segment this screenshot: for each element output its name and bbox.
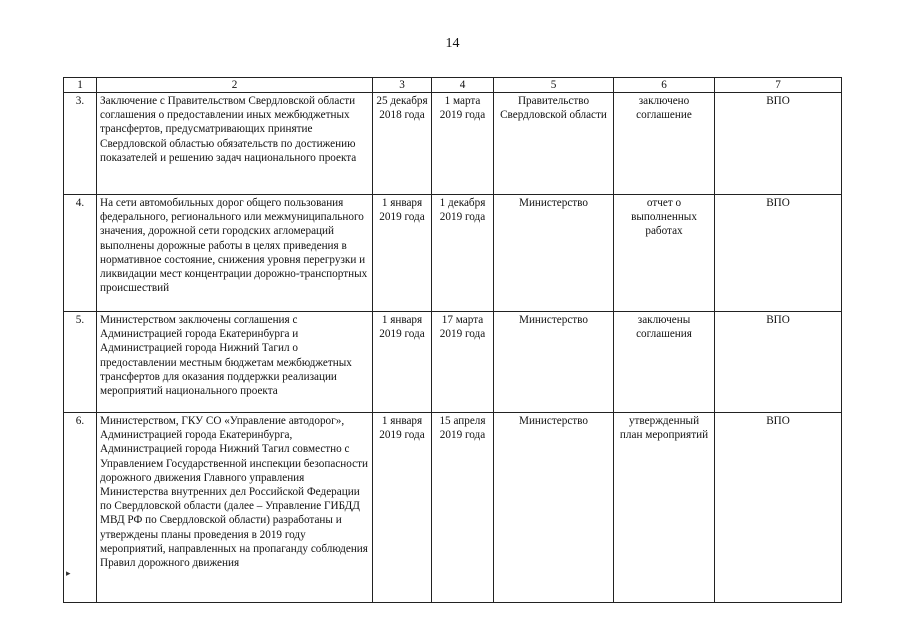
control-level: ВПО: [715, 195, 842, 312]
start-date: 1 января 2019 года: [373, 312, 432, 413]
responsible: Правительство Свердловской области: [494, 93, 614, 195]
column-number-row: [64, 78, 842, 93]
responsible: Министерство: [494, 195, 614, 312]
column-number: 1: [64, 78, 97, 93]
result-document: заключены соглашения: [614, 312, 715, 413]
result-document: отчет о выполненных работах: [614, 195, 715, 312]
result-document: утвержденный план мероприятий: [614, 413, 715, 603]
scan-speck: ▸: [66, 568, 71, 578]
row-number: 5.: [64, 312, 97, 413]
end-date: 17 марта 2019 года: [432, 312, 494, 413]
table-row: [64, 312, 842, 413]
result-document: заключено соглашение: [614, 93, 715, 195]
column-number: 5: [494, 78, 614, 93]
table-row: [64, 413, 842, 603]
control-level: ВПО: [715, 93, 842, 195]
table-row: [64, 93, 842, 195]
event-description: Министерством заключены соглашения с Администрацией города Екатеринбурга и Администрацией города Нижний Тагил о предоставлении местным бюджетам межбюджетных трансфертов для оказания поддержки реализации мероприятий национального проекта: [97, 312, 373, 413]
end-date: 1 марта 2019 года: [432, 93, 494, 195]
event-description: Заключение с Правительством Свердловской области соглашения о предоставлении иных межбюджетных трансфертов, предусматривающих принятие Свердловской областью обязательств по достижению показателей и решению задач национального проекта: [97, 93, 373, 195]
event-description: Министерством, ГКУ СО «Управление автодорог», Администрацией города Екатеринбурга, Администрацией города Нижний Тагил совместно с Управлением Государственной инспекции безопасности дорожного движения Главного управления Министерства внутренних дел Российской Федерации по Свердловской области (далее – Управление ГИБДД МВД РФ по Свердловской области) разработаны и утверждены планы проведения в 2019 году мероприятий, направленных на пропаганду соблюдения Правил дорожного движения: [97, 413, 373, 603]
control-level: ВПО: [715, 312, 842, 413]
schedule-table: [63, 77, 842, 603]
end-date: 1 декабря 2019 года: [432, 195, 494, 312]
start-date: 25 декабря 2018 года: [373, 93, 432, 195]
column-number: 6: [614, 78, 715, 93]
row-number: 4.: [64, 195, 97, 312]
start-date: 1 января 2019 года: [373, 413, 432, 603]
row-number: 3.: [64, 93, 97, 195]
responsible: Министерство: [494, 413, 614, 603]
column-number: 4: [432, 78, 494, 93]
column-number: 3: [373, 78, 432, 93]
end-date: 15 апреля 2019 года: [432, 413, 494, 603]
control-level: ВПО: [715, 413, 842, 603]
responsible: Министерство: [494, 312, 614, 413]
table-row: [64, 195, 842, 312]
start-date: 1 января 2019 года: [373, 195, 432, 312]
row-number: 6.: [64, 413, 97, 603]
column-number: 7: [715, 78, 842, 93]
column-number: 2: [97, 78, 373, 93]
page-number: 14: [445, 36, 460, 51]
event-description: На сети автомобильных дорог общего пользования федерального, регионального или межмуниципального значения, дорожной сети городских агломераций выполнены дорожные работы в целях приведения в нормативное состояние, снижения уровня перегрузки и ликвидации мест концентрации дорожно-транспортных происшествий: [97, 195, 373, 312]
